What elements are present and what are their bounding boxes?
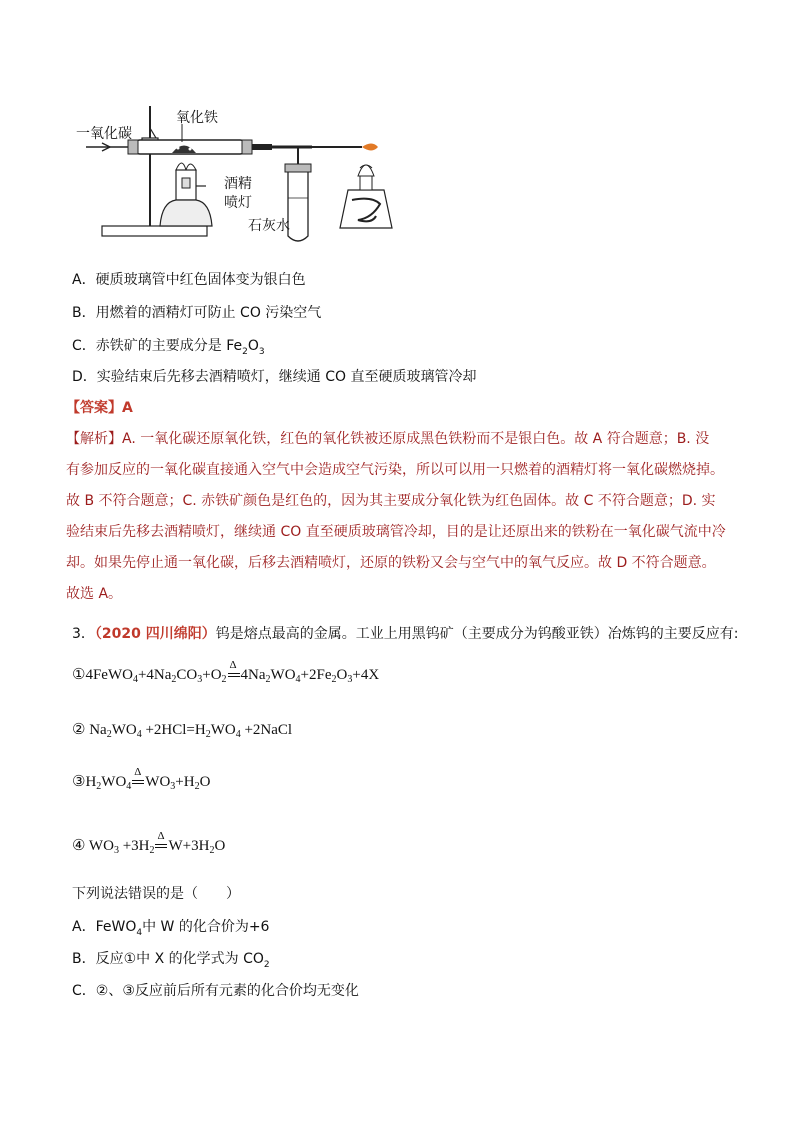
label-alcohol-lamp-1: 酒精 [224,176,252,192]
question-3-option-c: C．②、③反应前后所有元素的化合价均无变化 [72,983,359,999]
equation-4: ④ $WO_3 +3H_2$ Δ $W+3H_2O$ [72,829,226,856]
explanation-line-1: 【解析】A. 一氧化碳还原氧化铁，红色的氧化铁被还原成黑色铁粉而不是银白色。故 A 符合题意；B. 没 [66,431,710,447]
question-3-option-a: A．FeWO$_4$中 W 的化合价为+6 [72,919,270,938]
option-c-text: C．赤铁矿的主要成分是 Fe [72,338,243,354]
question-3-stem [72,624,738,644]
explanation-line-6: 故选 A。 [66,586,123,602]
label-limewater: 石灰水 [248,218,290,234]
heat-condition-sign: Δ [154,838,168,856]
equation-1-number: ① [72,667,86,683]
option-a: A．硬质玻璃管中红色固体变为银白色 [72,272,306,288]
question-3-prompt: 下列说法错误的是（ ） [72,886,240,902]
option-c-sub1: 2 [242,346,248,357]
option-d: D．实验结束后先移去酒精喷灯，继续通 CO 直至硬质玻璃管冷却 [72,369,477,385]
option-c [72,336,265,362]
option-b: B．用燃着的酒精灯可防止 CO 污染空气 [72,305,322,321]
apparatus-figure [72,98,432,248]
option-c-sub2: 3 [258,346,265,357]
label-alcohol-lamp-2: 喷灯 [224,195,252,211]
question-3-option-b: B．反应①中 X 的化学式为 $CO_2$ [72,951,270,970]
equation-3: $③H_2WO_4$ Δ $WO_3+H_2O$ [72,765,211,792]
label-iron-oxide: 氧化铁 [176,110,218,126]
explanation-line-2: 有参加反应的一氧化碳直接通入空气中会造成空气污染，所以可以用一只燃着的酒精灯将一氧化碳燃烧掉。 [66,462,724,478]
equation-2-number: ② [72,722,86,738]
question-number: 3． [72,626,95,642]
heat-condition-sign: Δ [131,774,145,792]
equation-3-number: ③ [72,774,86,790]
explanation-block [66,424,736,610]
option-c-o: O [247,338,259,354]
question-source: （2020 四川绵阳） [94,626,216,642]
label-carbon-monoxide: 一氧化碳 [76,126,132,142]
explanation-line-3: 故 B 不符合题意；C. 赤铁矿颜色是红色的，因为其主要成分氧化铁为红色固体。故 C 不符合题意；D. 实 [66,493,716,509]
question-text: 钨是熔点最高的金属。工业上用黑钨矿（主要成分为钨酸亚铁）冶炼钨的主要反应有: [215,626,739,642]
equation-2: ② $Na_2WO_4 +2HCl=H_2WO_4$ +2NaCl [72,722,293,740]
equation-4-number: ④ [72,838,86,854]
heat-condition-sign: Δ [227,667,241,685]
equation-1: $①4FeWO_4+4Na_2CO_3+O_2$ Δ $4Na_2WO_4+2Fe_2O_3+4X$ [72,658,380,685]
explanation-line-5: 却。如果先停止通一氧化碳，后移去酒精喷灯，还原的铁粉又会与空气中的氧气反应。故 D 不符合题意。 [66,555,716,571]
answer-label: 【答案】A [66,400,133,416]
explanation-line-4: 验结束后先移去酒精喷灯，继续通 CO 直至硬质玻璃管冷却，目的是让还原出来的铁粉在一氧化碳气流中冷 [66,524,726,540]
